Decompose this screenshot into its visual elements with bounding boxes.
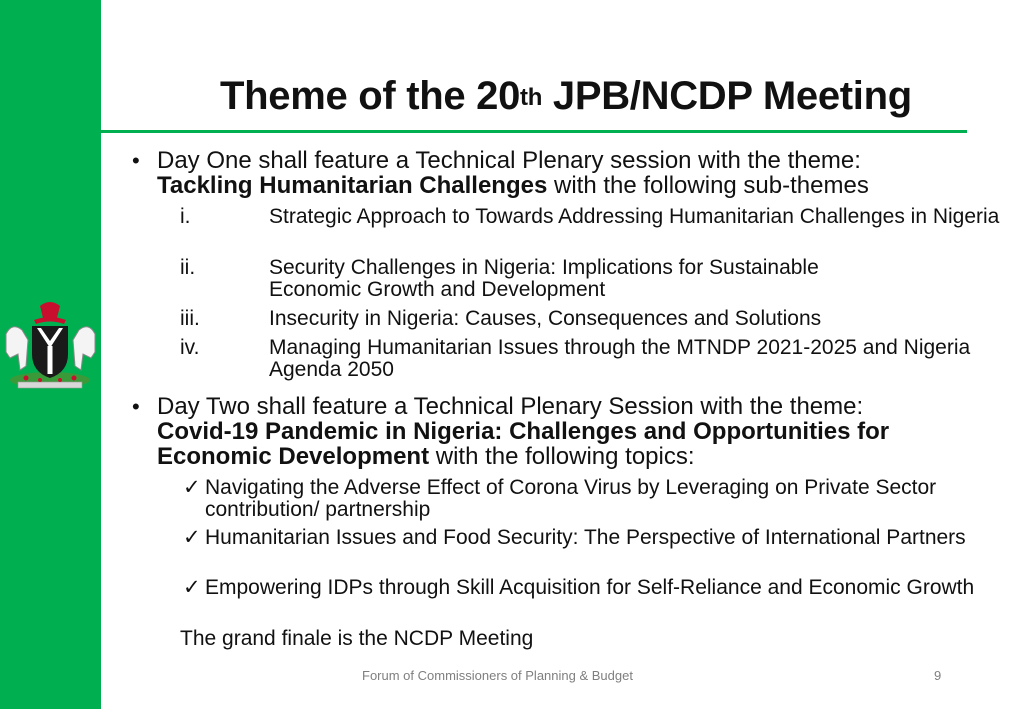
checkmark-icon: ✓ — [183, 526, 201, 549]
page-number: 9 — [934, 668, 942, 683]
title-text-suffix: JPB/NCDP Meeting — [542, 74, 912, 118]
bullet-icon: • — [132, 394, 140, 419]
day-one-intro: Day One shall feature a Technical Plenary session with the theme: — [157, 147, 861, 174]
sub-theme-text: Insecurity in Nigeria: Causes, Consequences and Solutions — [269, 307, 822, 330]
sub-theme-item — [180, 257, 1000, 301]
bullet-icon: • — [132, 148, 140, 173]
title-superscript: th — [520, 84, 543, 111]
sub-theme-item — [180, 337, 1000, 381]
day-two-theme: Covid-19 Pandemic in Nigeria: Challenges and Opportunities for Economic Development — [157, 418, 890, 470]
day-two-intro: Day Two shall feature a Technical Plenary Session with the theme: — [157, 393, 864, 420]
bullet-day-one — [132, 148, 972, 198]
topic-item — [183, 527, 1003, 549]
sub-theme-text: Strategic Approach to Towards Addressing Humanitarian Challenges in Nigeria — [269, 205, 1000, 228]
sub-theme-numeral: ii. — [180, 256, 196, 279]
topic-item — [183, 477, 1003, 521]
sub-theme-numeral: i. — [180, 205, 191, 228]
title-divider — [101, 130, 967, 133]
day-one-theme: Tackling Humanitarian Challenges — [157, 172, 548, 199]
bullet-day-two — [132, 394, 972, 469]
topic-text: Empowering IDPs through Skill Acquisition for Self-Reliance and Economic Growth — [205, 576, 975, 599]
sub-theme-item — [180, 206, 1000, 228]
slide-title — [220, 74, 980, 119]
sub-theme-text: Managing Humanitarian Issues through the MTNDP 2021-2025 and Nigeria Agenda 2050 — [269, 336, 971, 381]
finale-text: The grand finale is the NCDP Meeting — [180, 627, 534, 650]
checkmark-icon: ✓ — [183, 576, 201, 599]
sub-theme-text: Security Challenges in Nigeria: Implications for Sustainable Economic Growth and Development — [269, 256, 819, 301]
sub-theme-numeral: iii. — [180, 307, 200, 330]
day-one-theme-suffix: with the following sub-themes — [547, 172, 869, 199]
sub-theme-item — [180, 308, 1000, 330]
topic-text: Navigating the Adverse Effect of Corona Virus by Leveraging on Private Sector contribution/ partnership — [205, 476, 937, 521]
coat-of-arms-icon — [0, 296, 101, 392]
title-text: Theme of the 20 — [220, 74, 521, 118]
topic-item — [183, 577, 1003, 599]
slide-footer: Forum of Commissioners of Planning & Budget — [362, 668, 633, 683]
day-two-text — [157, 394, 962, 469]
day-one-text — [157, 148, 972, 198]
checkmark-icon: ✓ — [183, 476, 201, 499]
day-two-theme-suffix: with the following topics: — [429, 443, 695, 470]
sub-theme-numeral: iv. — [180, 336, 200, 359]
topic-text: Humanitarian Issues and Food Security: The Perspective of International Partners — [205, 526, 966, 549]
